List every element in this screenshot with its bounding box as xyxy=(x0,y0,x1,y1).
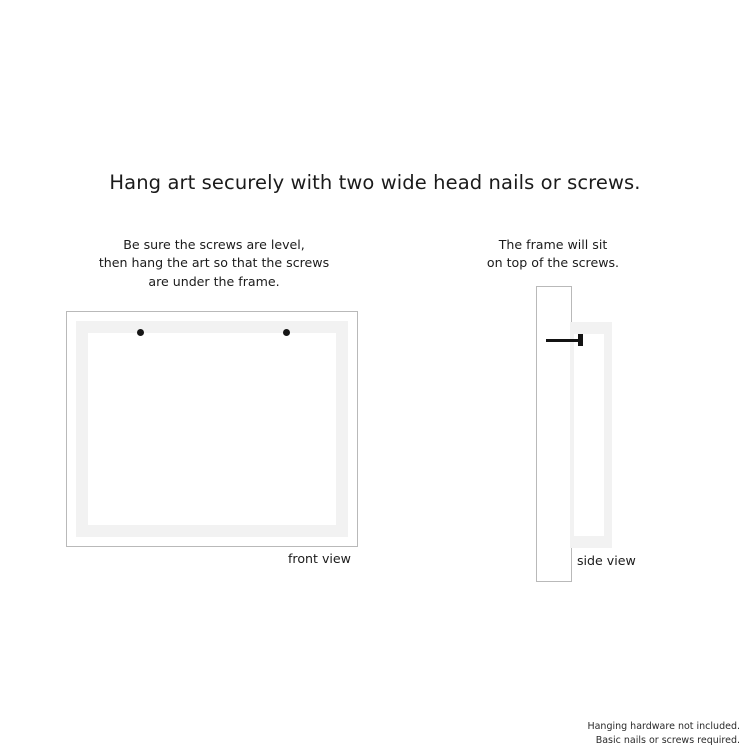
front-view-label: front view xyxy=(288,551,351,566)
side-view-caption xyxy=(455,236,651,273)
screw-head-right-icon xyxy=(283,329,290,336)
front-view-caption-line-2: then hang the art so that the screws xyxy=(98,255,330,271)
footnote-line-2: Basic nails or screws required. xyxy=(595,735,740,747)
front-view-caption xyxy=(66,236,362,291)
front-view-caption-line-1: Be sure the screws are level, xyxy=(123,237,305,252)
screw-head-side-icon xyxy=(578,334,583,346)
screw-head-left-icon xyxy=(137,329,144,336)
page-title: Hang art securely with two wide head nails or screws. xyxy=(109,171,641,194)
side-view-wall xyxy=(536,286,572,582)
footnote xyxy=(420,720,740,748)
side-view-frame-inner xyxy=(574,334,604,536)
side-view-caption-line-2: on top of the screws. xyxy=(486,255,620,271)
front-view-artwork xyxy=(88,333,336,525)
side-view-label: side view xyxy=(577,553,636,568)
footnote-line-1: Hanging hardware not included. xyxy=(587,721,740,733)
front-view-caption-line-3: are under the frame. xyxy=(148,273,280,289)
screw-shaft-icon xyxy=(546,339,582,342)
side-view-caption-line-1: The frame will sit xyxy=(498,237,608,252)
